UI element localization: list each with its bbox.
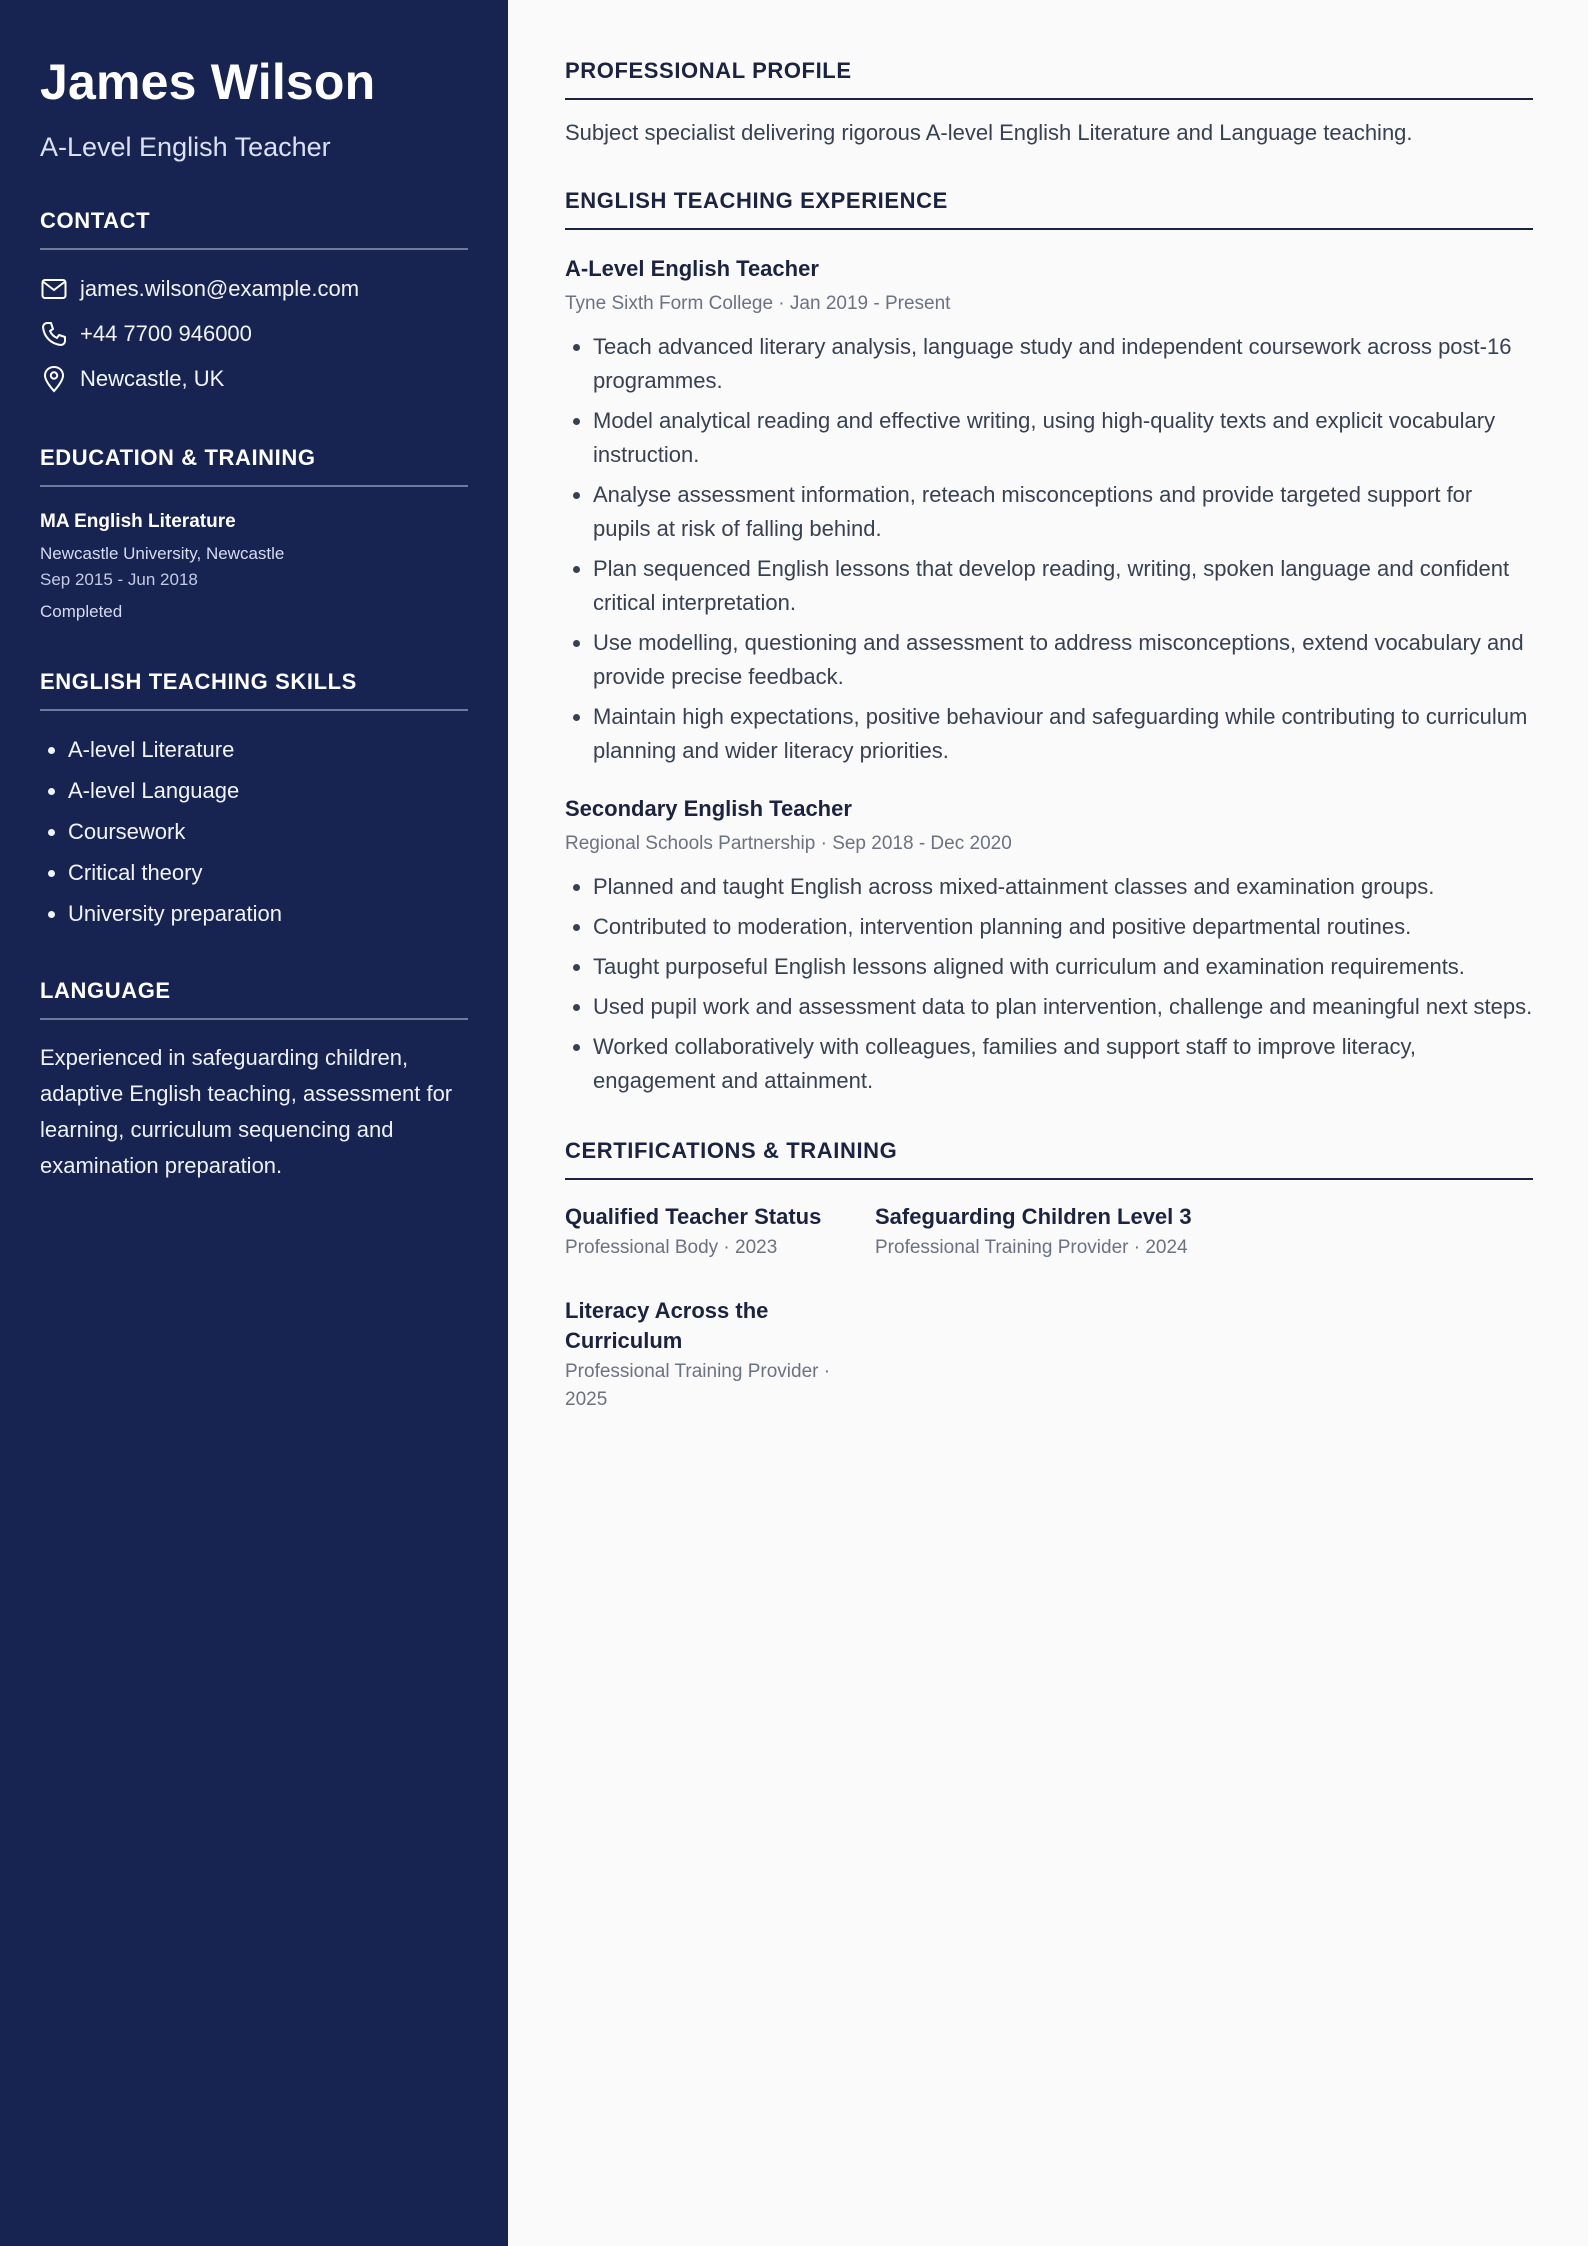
certifications-list bbox=[565, 1202, 1533, 1448]
certification-item bbox=[565, 1296, 875, 1414]
education-school: Newcastle University, Newcastle bbox=[40, 544, 285, 563]
job-meta: Tyne Sixth Form College · Jan 2019 - Present bbox=[565, 293, 951, 314]
education-degree: MA English Literature bbox=[40, 511, 236, 532]
certifications-heading: CERTIFICATIONS & TRAINING bbox=[565, 1138, 1533, 1180]
job-bullet: • Analyse assessment information, reteach misconceptions and provide targeted support for pupils at risk of falling behind. bbox=[593, 478, 1533, 546]
contact-email-text: james.wilson@example.com bbox=[80, 275, 360, 301]
location-icon bbox=[40, 365, 68, 393]
job-bullet: • Planned and taught English across mixed-attainment classes and examination groups. bbox=[593, 870, 1533, 904]
job-entry bbox=[565, 254, 1533, 768]
sidebar bbox=[0, 0, 508, 2246]
language-text: Experienced in safeguarding children, adaptive English teaching, assessment for learning, curriculum sequencing and examination preparation. bbox=[40, 1045, 453, 1178]
contact-section bbox=[40, 208, 468, 401]
job-bullet: • Used pupil work and assessment data to plan intervention, challenge and meaningful next steps. bbox=[593, 990, 1533, 1024]
skill-item: • A-level Language bbox=[68, 770, 468, 811]
job-title: A-Level English Teacher bbox=[565, 256, 819, 281]
contact-email[interactable] bbox=[40, 266, 468, 311]
job-bullet: • Plan sequenced English lessons that develop reading, writing, spoken language and confident critical interpretation. bbox=[593, 552, 1533, 620]
language-section bbox=[40, 978, 468, 1184]
job-bullet: • Worked collaboratively with colleagues, families and support staff to improve literacy, engagement and attainment. bbox=[593, 1030, 1533, 1098]
experience-section bbox=[565, 188, 1533, 1098]
certification-meta: Professional Body · 2023 bbox=[565, 1237, 778, 1258]
certifications-section bbox=[565, 1138, 1533, 1448]
certification-meta: Professional Training Provider · 2024 bbox=[875, 1237, 1188, 1258]
job-meta: Regional Schools Partnership · Sep 2018 - Dec 2020 bbox=[565, 833, 1012, 854]
certification-meta: Professional Training Provider · 2025 bbox=[565, 1361, 831, 1410]
mail-icon bbox=[40, 275, 68, 303]
contact-location-text: Newcastle, UK bbox=[80, 365, 225, 391]
language-heading: LANGUAGE bbox=[40, 978, 468, 1020]
contact-heading: CONTACT bbox=[40, 208, 468, 250]
skill-item: • Coursework bbox=[68, 811, 468, 852]
skills-heading: ENGLISH TEACHING SKILLS bbox=[40, 669, 468, 711]
contact-phone-text: +44 7700 946000 bbox=[80, 320, 252, 346]
certification-name: Literacy Across the Curriculum bbox=[565, 1298, 769, 1353]
contact-location bbox=[40, 356, 468, 401]
skill-item: • A-level Literature bbox=[68, 729, 468, 770]
skill-item: • Critical theory bbox=[68, 852, 468, 893]
profile-section bbox=[565, 58, 1533, 148]
job-bullet: • Use modelling, questioning and assessment to address misconceptions, extend vocabulary and provide precise feedback. bbox=[593, 626, 1533, 694]
job-bullet: • Taught purposeful English lessons aligned with curriculum and examination requirements. bbox=[593, 950, 1533, 984]
job-bullets bbox=[565, 330, 1533, 768]
contact-phone[interactable] bbox=[40, 311, 468, 356]
contact-list bbox=[40, 266, 468, 401]
education-heading: EDUCATION & TRAINING bbox=[40, 445, 468, 487]
job-bullets bbox=[565, 870, 1533, 1098]
job-title: Secondary English Teacher bbox=[565, 796, 852, 821]
candidate-role: A-Level English Teacher bbox=[40, 132, 331, 162]
skill-item: • University preparation bbox=[68, 893, 468, 934]
main-content bbox=[508, 0, 1588, 2246]
candidate-name: James Wilson bbox=[40, 54, 376, 110]
certification-name: Safeguarding Children Level 3 bbox=[875, 1204, 1192, 1229]
job-bullet: • Teach advanced literary analysis, language study and independent coursework across post-16 programmes. bbox=[593, 330, 1533, 398]
profile-text: Subject specialist delivering rigorous A-level English Literature and Language teaching. bbox=[565, 120, 1413, 145]
job-bullet: • Maintain high expectations, positive behaviour and safeguarding while contributing to curriculum planning and wider literacy priorities. bbox=[593, 700, 1533, 768]
phone-icon bbox=[40, 320, 68, 348]
skills-list bbox=[40, 729, 468, 934]
certification-item bbox=[875, 1202, 1275, 1262]
certification-name: Qualified Teacher Status bbox=[565, 1204, 822, 1229]
education-section bbox=[40, 445, 468, 625]
certification-item bbox=[565, 1202, 875, 1262]
job-bullet: • Contributed to moderation, intervention planning and positive departmental routines. bbox=[593, 910, 1533, 944]
education-entry bbox=[40, 509, 468, 625]
skills-section bbox=[40, 669, 468, 934]
job-bullet: • Model analytical reading and effective writing, using high-quality texts and explicit vocabulary instruction. bbox=[593, 404, 1533, 472]
profile-heading: PROFESSIONAL PROFILE bbox=[565, 58, 1533, 100]
education-dates: Sep 2015 - Jun 2018 bbox=[40, 570, 198, 589]
job-entry bbox=[565, 794, 1533, 1098]
education-status: Completed bbox=[40, 602, 123, 621]
experience-heading: ENGLISH TEACHING EXPERIENCE bbox=[565, 188, 1533, 230]
